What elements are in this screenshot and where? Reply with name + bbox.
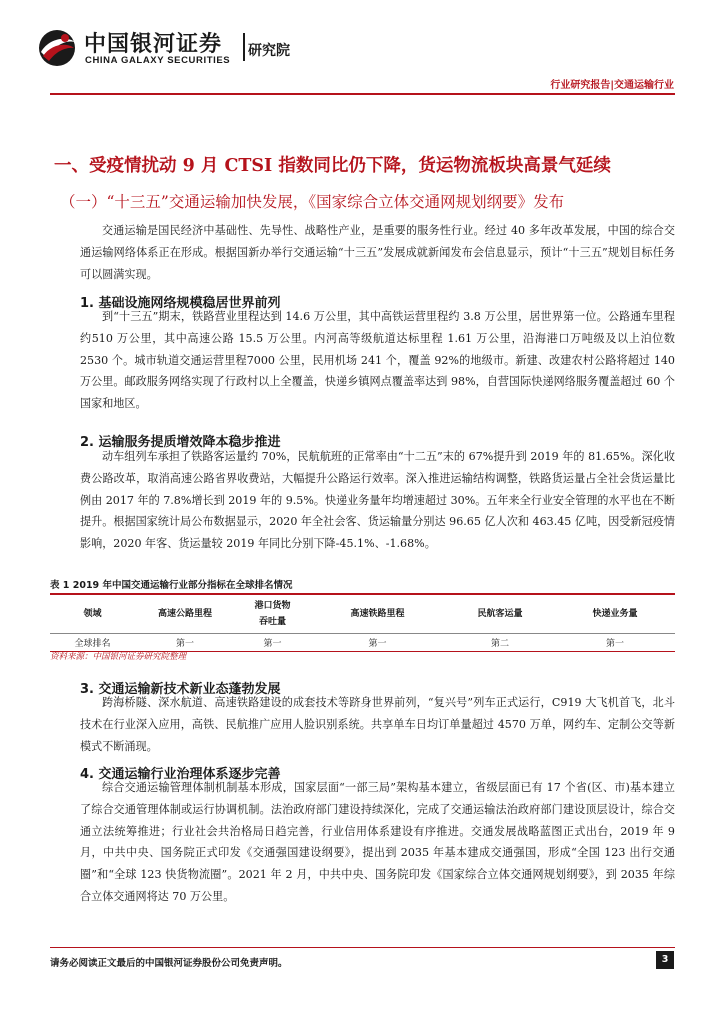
section-title: 一、受疫情扰动 9 月 CTSI 指数同比仍下降，货运物流板块高景气延续 bbox=[54, 156, 611, 176]
point-1-title: 1. 基础设施网络规模稳居世界前列 bbox=[80, 296, 281, 311]
table-header-cell: 高速铁路里程 bbox=[310, 595, 445, 633]
logo-separator bbox=[243, 33, 245, 61]
table-row bbox=[50, 633, 675, 651]
galaxy-logo-icon bbox=[37, 28, 77, 68]
table-header-line: 吞吐量 bbox=[258, 616, 286, 627]
page-header bbox=[0, 0, 724, 96]
table-header-row bbox=[50, 595, 675, 633]
header-divider bbox=[50, 93, 675, 95]
org-name-en: CHINA GALAXY SECURITIES bbox=[85, 55, 231, 66]
point-1-text: 到“十三五”期末，铁路营业里程达到 14.6 万公里，其中高铁运营里程约 3.8 万公里，居世界第一位。公路通车里程约510 万公里，其中高速公路 15.5 万公里。内河高等级航道达标里程 1.61 万公里，沿海港口万吨级及以上泊位数 2530 个。城市轨道交通运营里程7000 公里，民用机场 241 个，覆盖 92%的地级市。新建、改建农村公路将超过 140 万公里。邮政服务网络实现了行政村以上全覆盖，快递乡镇网点覆盖率达到 98%，自营国际快递网络服务覆盖超过 60 个国家和地区。 bbox=[80, 310, 675, 411]
table-header-cell: 高速公路里程 bbox=[135, 595, 235, 633]
point-2-text: 动车组列车承担了铁路客运量约 70%，民航航班的正常率由“十二五”末的 67%提升到 2019 年的 81.65%。深化收费公路改革，取消高速公路省界收费站，大幅提升公路运行效率。深入推进运输结构调整，铁路货运量占全社会货运量比例由 2017 年的 7.8%增长到 2019 年的 9.5%。快递业务量年均增速超过 30%。五年来全行业安全管理的水平也在不断提升。根据国家统计局公布数据显示，2020 年全社会客、货运输量分别达 96.65 亿人次和 463.45 亿吨，因受新冠疫情影响，2020 年客、货运量较 2019 年同比分别下降-45.1%、-1.68%。 bbox=[80, 450, 675, 551]
point-3-title: 3. 交通运输新技术新业态蓬勃发展 bbox=[80, 682, 281, 697]
table-header-cell: 快递业务量 bbox=[555, 595, 675, 633]
point-3-text: 跨海桥隧、深水航道、高速铁路建设的成套技术等跻身世界前列，“复兴号”列车正式运行，C919 大飞机首飞，北斗技术在行业深入应用，高铁、民航推广应用人脸识别系统。共享单车日均订单量超过 4570 万单，网约车、定制公交等新模式不断涌现。 bbox=[80, 696, 675, 753]
disclaimer-notice: 请务必阅读正文最后的中国银河证券股份公司免责声明。 bbox=[50, 958, 288, 969]
page-number: 3 bbox=[656, 951, 674, 969]
intro-paragraph: 交通运输是国民经济中基础性、先导性、战略性产业，是重要的服务性行业。经过 40 多年改革发展，中国的综合交通运输网络体系正在形成。根据国新办举行交通运输“十三五”发展成就新闻发布会信息显示，预计“十三五”规划目标任务可以圆满实现。 bbox=[80, 224, 675, 281]
footer-divider bbox=[50, 947, 675, 948]
report-type-label: 行业研究报告|交通运输行业 bbox=[550, 80, 674, 91]
org-name-cn: 中国银河证券 bbox=[84, 32, 223, 57]
table-cell: 第一 bbox=[135, 633, 235, 651]
table-header-cell bbox=[235, 595, 310, 633]
institute-name: 研究院 bbox=[248, 43, 290, 59]
table-header-cell: 民航客运量 bbox=[445, 595, 555, 633]
table-cell: 第一 bbox=[555, 633, 675, 651]
table-header-line: 港口货物 bbox=[254, 600, 291, 611]
table-header-cell: 领域 bbox=[50, 595, 135, 633]
point-2-title: 2. 运输服务提质增效降本稳步推进 bbox=[80, 435, 281, 450]
point-4-title: 4. 交通运输行业治理体系逐步完善 bbox=[80, 767, 281, 782]
table-source: 资料来源：中国银河证券研究院整理 bbox=[50, 652, 187, 662]
table-cell: 第一 bbox=[235, 633, 310, 651]
ranking-table bbox=[50, 595, 675, 652]
subsection-title: （一）“十三五”交通运输加快发展，《国家综合立体交通网规划纲要》发布 bbox=[60, 193, 565, 211]
table-row-label: 全球排名 bbox=[50, 633, 135, 651]
table-title: 表 1 2019 年中国交通运输行业部分指标在全球排名情况 bbox=[50, 580, 293, 591]
point-4-text: 综合交通运输管理体制机制基本形成，国家层面“一部三局”架构基本建立，省级层面已有 17 个省(区、市)基本建立了综合交通管理体制或运行协调机制。法治政府部门建设持续深化，完成了交通运输法治政府部门建设顶层设计，综合交通立法统筹推进；行业社会共治格局日趋完善，行业信用体系建设有序推进。交通发展战略蓝图正式出台，2019 年 9 月，中共中央、国务院正式印发《交通强国建设纲要》，提出到 2035 年基本建成交通强国，形成“全国 123 出行交通圈”和“全球 123 快货物流圈”。2021 年 2 月，中共中央、国务院印发《国家综合立体交通网规划纲要》，到 2035 年综合立体交通网将达 70 万公里。 bbox=[80, 781, 675, 903]
table-cell: 第一 bbox=[310, 633, 445, 651]
table-cell: 第二 bbox=[445, 633, 555, 651]
